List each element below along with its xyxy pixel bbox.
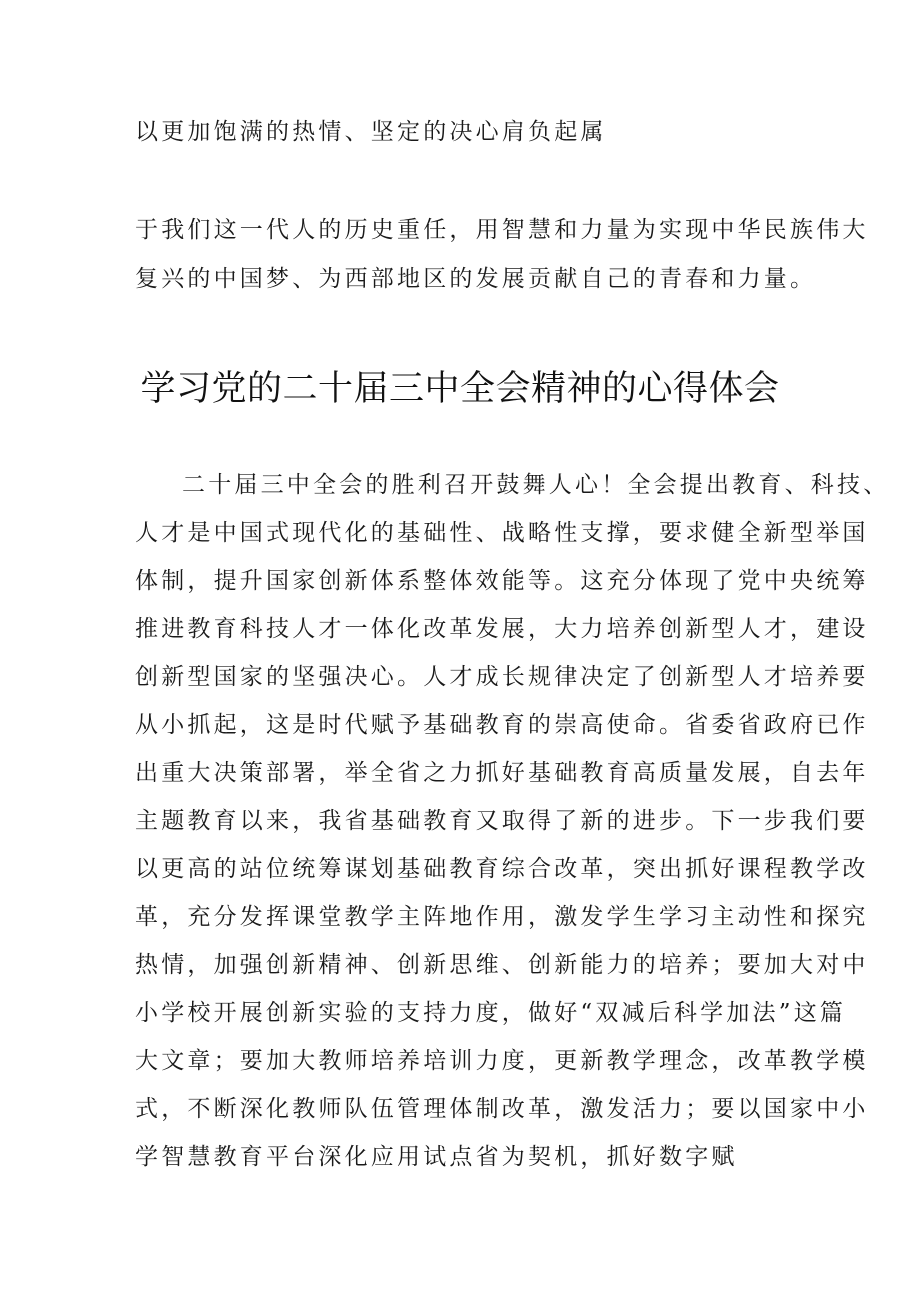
paragraph-line: 式，不断深化教师队伍管理体制改革，激发活力；要以国家中小 bbox=[135, 1096, 869, 1122]
paragraph-line: 二十届三中全会的胜利召开鼓舞人心！全会提出教育、科技、 bbox=[182, 472, 890, 498]
text-line: 于我们这一代人的历史重任，用智慧和力量为实现中华民族伟大 bbox=[135, 217, 869, 243]
paragraph-line: 大文章；要加大教师培养培训力度，更新教学理念，改革教学模 bbox=[135, 1048, 869, 1074]
article-title: 学习党的二十届三中全会精神的心得体会 bbox=[140, 369, 780, 409]
paragraph-line: 小学校开展创新实验的支持力度，做好“双减后科学加法”这篇 bbox=[135, 1000, 847, 1026]
paragraph-line: 革，充分发挥课堂教学主阵地作用，激发学生学习主动性和探究 bbox=[135, 904, 869, 930]
paragraph-line: 出重大决策部署，举全省之力抓好基础教育高质量发展，自去年 bbox=[135, 760, 869, 786]
paragraph-line: 从小抓起，这是时代赋予基础教育的崇高使命。省委省政府已作 bbox=[135, 712, 869, 738]
text-line: 复兴的中国梦、为西部地区的发展贡献自己的青春和力量。 bbox=[135, 266, 817, 292]
paragraph-line: 学智慧教育平台深化应用试点省为契机，抓好数字赋 bbox=[135, 1144, 738, 1170]
paragraph-line: 体制，提升国家创新体系整体效能等。这充分体现了党中央统筹 bbox=[135, 568, 869, 594]
paragraph-line: 以更高的站位统筹谋划基础教育综合改革，突出抓好课程教学改 bbox=[135, 856, 869, 882]
paragraph-line: 热情，加强创新精神、创新思维、创新能力的培养；要加大对中 bbox=[135, 952, 869, 978]
text-line: 以更加饱满的热情、坚定的决心肩负起属 bbox=[135, 119, 607, 145]
paragraph-line: 推进教育科技人才一体化改革发展，大力培养创新型人才，建设 bbox=[135, 616, 869, 642]
paragraph-line: 主题教育以来，我省基础教育又取得了新的进步。下一步我们要 bbox=[135, 808, 869, 834]
paragraph-line: 人才是中国式现代化的基础性、战略性支撑，要求健全新型举国 bbox=[135, 520, 869, 546]
paragraph-line: 创新型国家的坚强决心。人才成长规律决定了创新型人才培养要 bbox=[135, 664, 869, 690]
